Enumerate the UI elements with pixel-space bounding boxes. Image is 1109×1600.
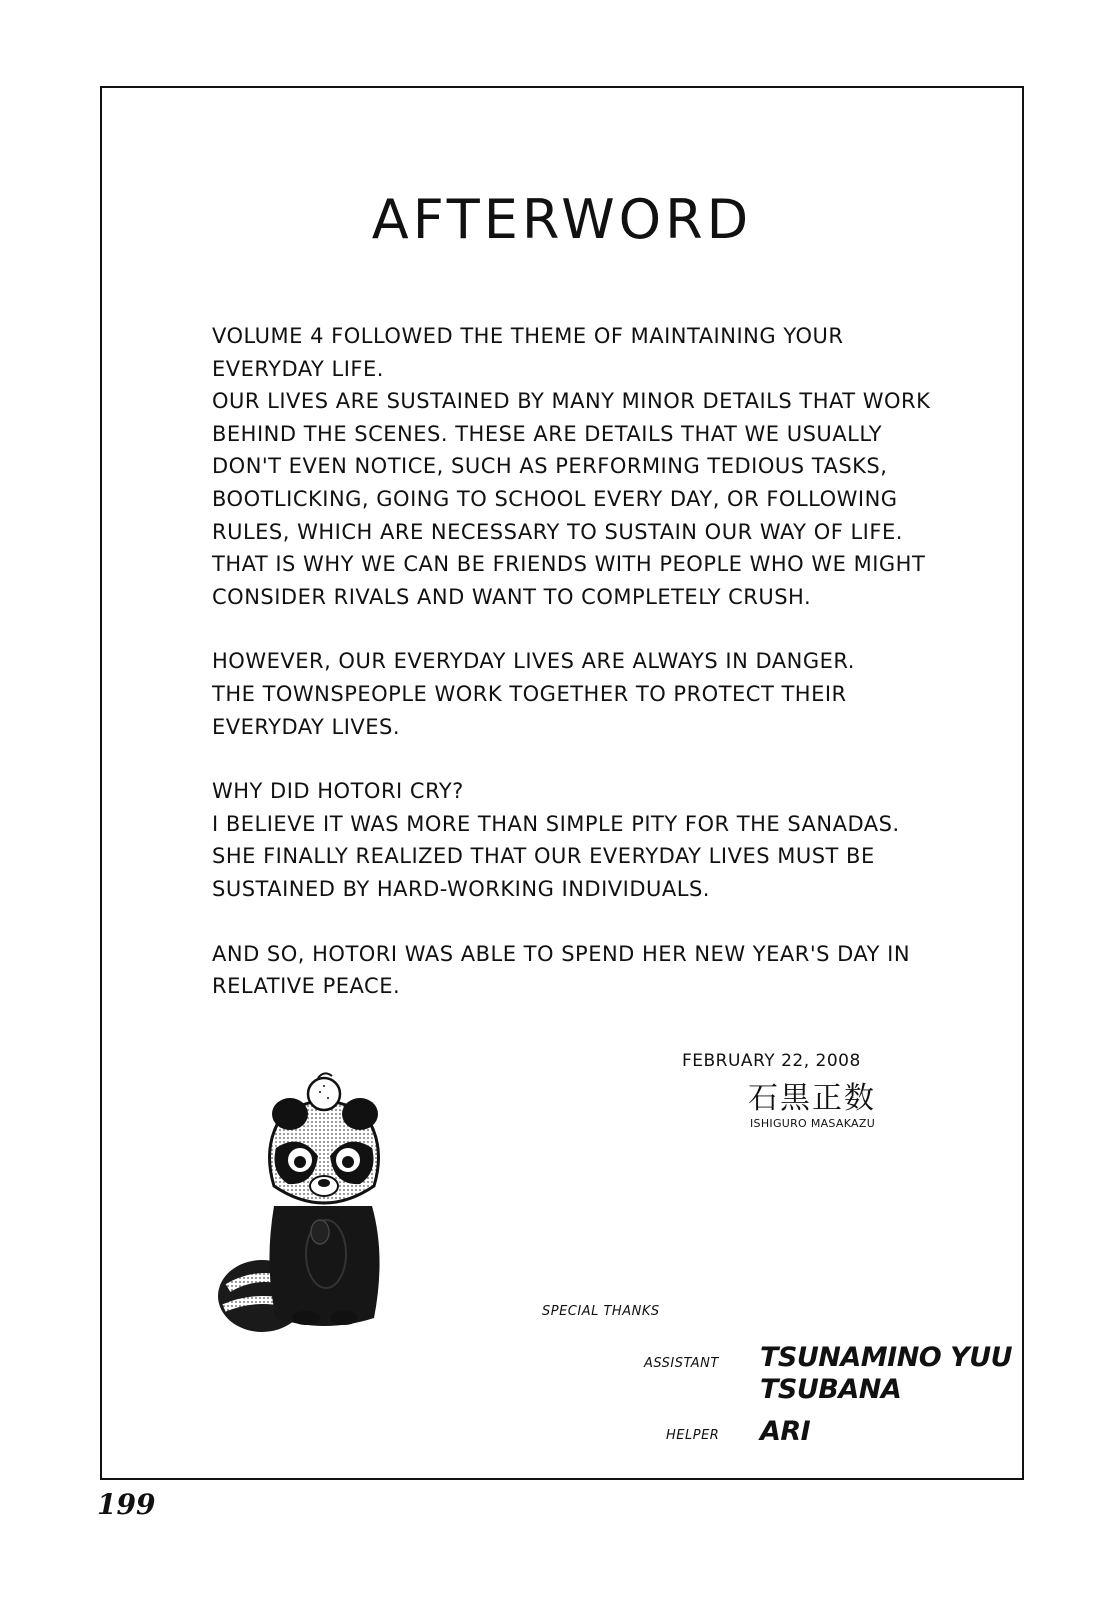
helper-name: ARI [760,1416,811,1447]
text-line: HOWEVER, OUR EVERYDAY LIVES ARE ALWAYS IN DANGER. [212,649,855,674]
paragraph-3 [212,775,952,905]
text-line: VOLUME 4 FOLLOWED THE THEME OF MAINTAINING YOUR [212,324,844,348]
paragraph-2 [212,645,952,743]
afterword-body [212,320,952,1035]
text-line: CONSIDER RIVALS AND WANT TO COMPLETELY CRUSH. [212,584,812,609]
text-line: BOOTLICKING, GOING TO SCHOOL EVERY DAY, OR FOLLOWING [212,486,898,511]
text-line: THE TOWNSPEOPLE WORK TOGETHER TO PROTECT THEIR [212,681,847,706]
text-line: RELATIVE PEACE. [212,974,401,999]
text-line: AND SO, HOTORI WAS ABLE TO SPEND HER NEW YEAR'S DAY IN [212,941,911,966]
text-line: EVERYDAY LIVES. [212,714,401,739]
text-line: BEHIND THE SCENES. THESE ARE DETAILS THAT WE USUALLY [212,421,883,446]
assistant-name-1: TSUNAMINO YUU [760,1342,1013,1373]
assistant-label: ASSISTANT [644,1356,719,1371]
text-line: SUSTAINED BY HARD-WORKING INDIVIDUALS. [212,876,710,901]
text-line: THAT IS WHY WE CAN BE FRIENDS WITH PEOPLE WHO WE MIGHT [212,552,926,577]
signature-block [682,1051,902,1130]
text-line: EVERYDAY LIFE. [212,356,384,381]
helper-label: HELPER [666,1428,720,1443]
text-line: WHY DID HOTORI CRY? [212,779,464,804]
signature-kanji: 石黒正数 [748,1081,876,1116]
text-line: OUR LIVES ARE SUSTAINED BY MANY MINOR DETAILS THAT WORK [212,389,931,414]
text-line: SHE FINALLY REALIZED THAT OUR EVERYDAY LIVES MUST BE [212,844,875,869]
text-line: RULES, WHICH ARE NECESSARY TO SUSTAIN OUR WAY OF LIFE. [212,519,903,544]
tanuki-mascot-illustration [214,1056,424,1336]
page-frame [100,86,1024,1480]
signature-romaji: ISHIGURO MASAKAZU [750,1117,876,1130]
paragraph-1 [212,320,952,613]
text-line: I BELIEVE IT WAS MORE THAN SIMPLE PITY FOR THE SANADAS. [212,811,900,836]
assistant-name-2: TSUBANA [760,1374,902,1405]
special-thanks-heading: SPECIAL THANKS [542,1304,660,1319]
page-number: 199 [97,1488,156,1521]
signature-date: FEBRUARY 22, 2008 [682,1051,861,1071]
text-line: DON'T EVEN NOTICE, SUCH AS PERFORMING TEDIOUS TASKS, [212,454,888,479]
paragraph-4 [212,938,952,1003]
page-title: AFTERWORD [371,188,753,251]
